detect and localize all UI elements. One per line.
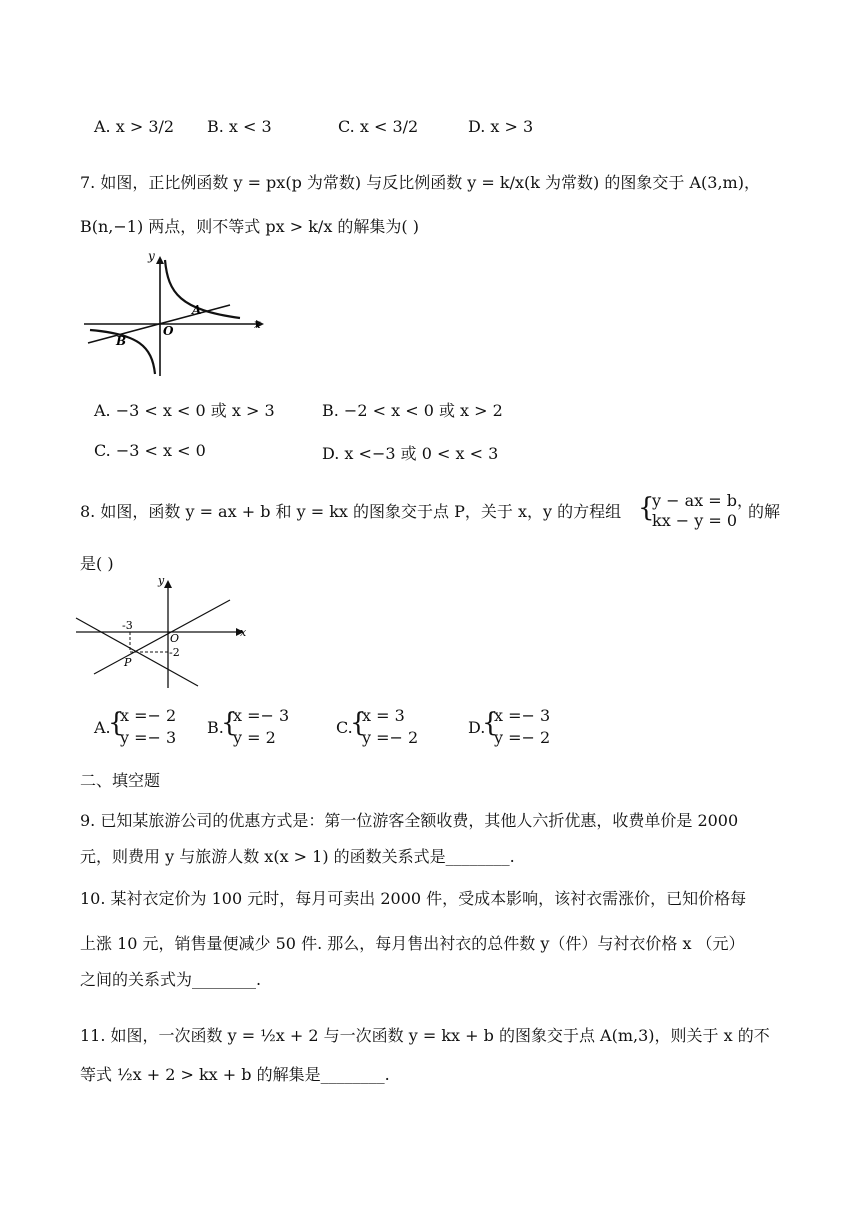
q7-option-a: A. −3 < x < 0 或 x > 3 xyxy=(94,401,275,420)
q6-option-c: C. x < 3/2 xyxy=(338,117,419,136)
q8-label-minus3: -3 xyxy=(122,619,133,632)
q8-option-a-brace: { xyxy=(108,708,125,738)
q7-label-a: A xyxy=(192,303,202,317)
q7-figure xyxy=(80,248,280,380)
q8-option-b-eq1: x =− 3 xyxy=(233,706,290,725)
q7-option-b: B. −2 < x < 0 或 x > 2 xyxy=(322,401,503,420)
q8-option-a-eq2: y =− 3 xyxy=(120,728,177,747)
q8-option-c-brace: { xyxy=(350,708,367,738)
q8-option-b-eq2: y = 2 xyxy=(233,728,276,747)
q8-label-o: O xyxy=(170,632,180,645)
q7-label-o: O xyxy=(163,324,174,338)
q8-option-d-label: D. xyxy=(468,718,486,737)
q6-option-a: A. x > 3/2 xyxy=(94,117,175,136)
q8-text-line1: 8. 如图，函数 y = ax + b 和 y = kx 的图象交于点 P，关于 x，y 的方程组 xyxy=(80,502,622,521)
q7-y-arrow xyxy=(156,256,164,264)
q6-option-d: D. x > 3 xyxy=(468,117,534,136)
q8-label-p: P xyxy=(124,656,132,669)
q8-label-minus2: -2 xyxy=(169,646,180,659)
q8-option-c-label: C. xyxy=(336,718,353,737)
q8-system-brace: { xyxy=(638,493,655,523)
q10-text-line3: 之间的关系式为________. xyxy=(80,970,262,989)
q7-label-y: y xyxy=(148,249,155,263)
q8-option-d-eq1: x =− 3 xyxy=(494,706,551,725)
q8-option-a-label: A. xyxy=(94,718,111,737)
q6-option-b: B. x < 3 xyxy=(207,117,272,136)
q8-label-x: x xyxy=(240,626,247,639)
q9-text-line2: 元，则费用 y 与旅游人数 x(x > 1) 的函数关系式是________. xyxy=(80,847,515,866)
q8-option-b-brace: { xyxy=(221,708,238,738)
q7-label-b: B xyxy=(116,334,127,348)
section-title: 二、填空题 xyxy=(80,771,161,790)
q11-text-line2: 等式 ½x + 2 > kx + b 的解集是________. xyxy=(80,1065,390,1084)
q8-option-c-eq1: x = 3 xyxy=(362,706,405,725)
q7-label-x: x xyxy=(254,317,261,331)
q8-option-a-eq1: x =− 2 xyxy=(120,706,177,725)
q8-label-y: y xyxy=(158,574,165,587)
q8-option-d-eq2: y =− 2 xyxy=(494,728,551,747)
q8-y-arrow xyxy=(164,580,172,588)
q7-option-d: D. x <−3 或 0 < x < 3 xyxy=(322,444,499,463)
q7-hyperbola-branch1 xyxy=(165,260,240,318)
q9-text-line1: 9. 已知某旅游公司的优惠方式是：第一位游客全额收费，其他人六折优惠，收费单价是 2000 xyxy=(80,811,739,830)
q8-text-line2: 是( ) xyxy=(80,554,114,573)
q8-system-eq1: y − ax = b， xyxy=(652,491,754,510)
q8-option-c-eq2: y =− 2 xyxy=(362,728,419,747)
q7-text-line2: B(n,−1) 两点，则不等式 px > k/x 的解集为( ) xyxy=(80,217,420,236)
q10-text-line2: 上涨 10 元，销售量便减少 50 件. 那么，每月售出衬衣的总件数 y（件）与衬衣价格 x （元） xyxy=(80,934,745,953)
q7-option-c: C. −3 < x < 0 xyxy=(94,441,206,460)
q7-text-line1: 7. 如图，正比例函数 y = px(p 为常数) 与反比例函数 y = k/x(k 为常数) 的图象交于 A(3,m)， xyxy=(80,173,760,192)
q8-option-b-label: B. xyxy=(207,718,224,737)
q11-text-line1: 11. 如图，一次函数 y = ½x + 2 与一次函数 y = kx + b 的图象交于点 A(m,3)，则关于 x 的不 xyxy=(80,1026,770,1045)
q8-text-line1-end: 的解 xyxy=(748,502,781,521)
q8-system-eq2: kx − y = 0 xyxy=(652,511,738,530)
q8-line-kx xyxy=(94,600,230,674)
q8-figure xyxy=(72,572,262,692)
q8-option-d-brace: { xyxy=(482,708,499,738)
q10-text-line1: 10. 某衬衣定价为 100 元时，每月可卖出 2000 件，受成本影响，该衬衣需涨价，已知价格每 xyxy=(80,889,747,908)
